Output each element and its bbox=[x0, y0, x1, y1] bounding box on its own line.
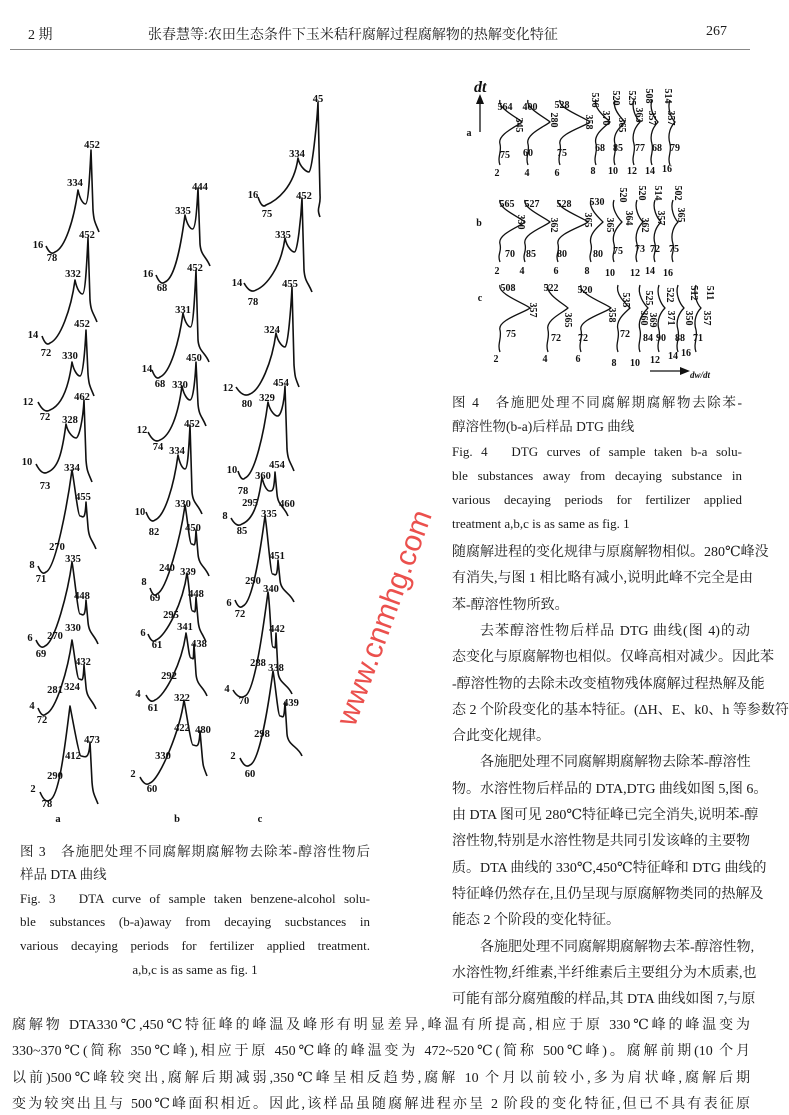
peak-label: 6 bbox=[554, 168, 560, 179]
body-line: 水溶性物,纤维素,半纤维素后主要组分为木质素,也 bbox=[452, 965, 757, 981]
fig4-caption-cn-1: 图 4 各施肥处理不同腐解期腐解物去除苯- bbox=[452, 395, 742, 410]
peak-label: 270 bbox=[49, 542, 65, 553]
peak-label: 290 bbox=[47, 771, 63, 782]
peak-label: 335 bbox=[65, 554, 81, 565]
peak-label: 444 bbox=[192, 182, 208, 193]
peak-label: 8 bbox=[141, 577, 147, 588]
peak-label: 2 bbox=[30, 784, 36, 795]
dtg-curve-a-period-10 bbox=[614, 100, 625, 165]
body-line: 去苯醇溶性物后样品 DTG 曲线(图 4)的动 bbox=[480, 623, 750, 639]
peak-label: 362 bbox=[639, 217, 650, 233]
peak-label: 334 bbox=[67, 178, 83, 189]
peak-label: 61 bbox=[151, 640, 163, 651]
peak-label: 452 bbox=[74, 319, 90, 330]
peak-label: 480 bbox=[195, 725, 211, 736]
peak-label: 12 bbox=[627, 166, 637, 177]
fig4-caption-en-2: ble substances away from decaying substance in bbox=[452, 468, 742, 483]
peak-label: 8 bbox=[29, 560, 35, 571]
peak-label: 79 bbox=[670, 143, 680, 154]
body-line: 溶性物,特别是水溶性物是共同引发该峰的主要物 bbox=[452, 834, 750, 850]
fig3-caption-en-4: a,b,c is as same as fig. 1 bbox=[132, 962, 258, 977]
peak-label: 70 bbox=[238, 696, 250, 707]
peak-label: 527 bbox=[524, 199, 540, 210]
peak-label: 525 bbox=[643, 290, 654, 306]
peak-label: 75 bbox=[557, 148, 567, 159]
peak-label: 371 bbox=[665, 310, 676, 326]
peak-label: 8 bbox=[222, 511, 228, 522]
peak-label: 84 bbox=[643, 333, 653, 344]
peak-label: 85 bbox=[526, 249, 536, 260]
peak-label: 78 bbox=[41, 799, 53, 810]
peak-label: 295 bbox=[242, 498, 258, 509]
peak-label: 329 bbox=[259, 393, 275, 404]
peak-label: 16 bbox=[142, 269, 154, 280]
peak-label: 6 bbox=[575, 354, 581, 365]
peak-label: 14 bbox=[27, 330, 39, 341]
peak-label: 452 bbox=[184, 419, 200, 430]
peak-label: 4 bbox=[524, 168, 530, 179]
peak-label: 331 bbox=[175, 305, 191, 316]
peak-label: 72 bbox=[234, 609, 246, 620]
peak-label: 10 bbox=[630, 358, 640, 369]
peak-label: 528 bbox=[554, 100, 570, 111]
peak-label: 60 bbox=[146, 784, 158, 795]
peak-label: 452 bbox=[187, 263, 203, 274]
peak-label: 364 bbox=[623, 210, 634, 226]
fig3-caption-en-2: ble substances (b-a)away from decaying sucbstances in bbox=[20, 914, 370, 929]
peak-label: 322 bbox=[174, 693, 190, 704]
peak-label: 508 bbox=[500, 283, 516, 294]
row-letter: b bbox=[476, 218, 482, 229]
peak-label: 45 bbox=[312, 94, 324, 105]
fig3-caption-en-3: various decaying periods for fertilizer applied treatment. bbox=[20, 938, 370, 953]
peak-label: 14 bbox=[645, 166, 655, 177]
peak-label: 330 bbox=[155, 751, 171, 762]
peak-label: 536 bbox=[589, 92, 600, 108]
peak-label: 564 bbox=[497, 102, 513, 113]
peak-label: 78 bbox=[247, 297, 259, 308]
peak-label: 4 bbox=[224, 684, 230, 695]
fig4-caption-cn-2: 醇溶性物(b-a)后样品 DTG 曲线 bbox=[452, 419, 635, 434]
peak-label: 80 bbox=[557, 249, 567, 260]
peak-label: 6 bbox=[140, 628, 146, 639]
body-line: 各施肥处理不同腐解期腐解物去除苯-醇溶性 bbox=[480, 755, 751, 771]
running-title: 张春慧等:农田生态条件下玉米秸秆腐解过程腐解物的热解变化特征 bbox=[148, 28, 558, 43]
peak-label: 75 bbox=[613, 246, 623, 257]
peak-label: 75 bbox=[669, 244, 679, 255]
body-line: 随腐解进程的变化规律与原腐解物相似。280℃峰没 bbox=[452, 545, 769, 560]
peak-label: 8 bbox=[584, 266, 590, 277]
body-line: -醇溶性物的去除未改变植物残体腐解过程热解及能 bbox=[452, 676, 765, 692]
peak-label: 334 bbox=[289, 149, 305, 160]
peak-label: 4 bbox=[29, 701, 35, 712]
peak-label: 520 bbox=[577, 285, 593, 296]
fig3-caption-cn-1: 图 3 各施肥处理不同腐解期腐解物去除苯-醇溶性物后 bbox=[20, 844, 370, 859]
peak-label: 330 bbox=[175, 499, 191, 510]
body-line: 由 DTA 图可见 280℃特征峰已完全消失,说明苯-醇 bbox=[452, 808, 759, 823]
peak-label: 2 bbox=[494, 266, 500, 277]
peak-label: 10 bbox=[21, 457, 33, 468]
peak-label: 332 bbox=[65, 269, 81, 280]
peak-label: 520 bbox=[617, 187, 628, 203]
peak-label: 520 bbox=[610, 90, 621, 106]
peak-label: 73 bbox=[635, 244, 645, 255]
peak-label: 360 bbox=[638, 310, 649, 326]
peak-label: 345 bbox=[513, 117, 524, 133]
peak-label: 72 bbox=[36, 715, 48, 726]
peak-label: 14 bbox=[141, 364, 153, 375]
fig3-caption-en-1: Fig. 3 DTA curve of sample taken benzene-alcohol solu- bbox=[20, 891, 370, 906]
row-letter: a bbox=[466, 128, 472, 139]
peak-label: 240 bbox=[159, 563, 175, 574]
peak-label: 61 bbox=[147, 703, 159, 714]
fig4-caption-en-4: treatment a,b,c is as same as fig. 1 bbox=[452, 516, 630, 531]
peak-label: 365 bbox=[616, 117, 627, 133]
peak-label: 14 bbox=[231, 278, 243, 289]
peak-label: 60 bbox=[244, 769, 256, 780]
peak-label: 455 bbox=[282, 279, 298, 290]
peak-label: 338 bbox=[268, 663, 284, 674]
peak-label: 292 bbox=[161, 671, 177, 682]
page-number: 267 bbox=[706, 24, 727, 39]
peak-label: 90 bbox=[656, 333, 666, 344]
peak-label: 450 bbox=[186, 353, 202, 364]
peak-label: 16 bbox=[663, 268, 673, 279]
peak-label: 75 bbox=[506, 329, 516, 340]
y-axis-label: dt bbox=[474, 79, 487, 96]
peak-label: 71 bbox=[693, 333, 703, 344]
peak-label: 324 bbox=[264, 325, 280, 336]
peak-label: 78 bbox=[46, 253, 58, 264]
dta-curve-c-period-2 bbox=[240, 671, 302, 766]
peak-label: 350 bbox=[683, 310, 694, 326]
peak-label: 525 bbox=[626, 90, 637, 106]
peak-label: 72 bbox=[551, 333, 561, 344]
peak-label: 362 bbox=[548, 217, 559, 233]
peak-label: 438 bbox=[191, 639, 207, 650]
peak-label: 298 bbox=[254, 729, 270, 740]
body-line: 能态 2 个阶段的变化特征。 bbox=[452, 913, 620, 929]
peak-label: 74 bbox=[152, 442, 164, 453]
peak-label: 324 bbox=[64, 682, 80, 693]
peak-label: 452 bbox=[296, 191, 312, 202]
panel-letter: b bbox=[174, 814, 180, 825]
peak-label: 530 bbox=[589, 197, 605, 208]
peak-label: 442 bbox=[269, 624, 285, 635]
peak-label: 68 bbox=[595, 143, 605, 154]
peak-label: 85 bbox=[236, 526, 248, 537]
peak-label: 511 bbox=[704, 285, 715, 301]
peak-label: 281 bbox=[47, 685, 63, 696]
body-line: 物。水溶性物后样品的 DTA,DTG 曲线如图 5,图 6。 bbox=[452, 781, 768, 797]
peak-label: 460 bbox=[279, 499, 295, 510]
peak-label: 370 bbox=[600, 110, 611, 126]
peak-label: 422 bbox=[174, 723, 190, 734]
peak-label: 535 bbox=[620, 292, 631, 308]
peak-label: 335 bbox=[261, 509, 277, 520]
panel-letter: c bbox=[257, 814, 263, 825]
peak-label: 473 bbox=[84, 735, 100, 746]
peak-label: 73 bbox=[39, 481, 51, 492]
peak-label: 357 bbox=[646, 110, 657, 126]
peak-label: 68 bbox=[154, 379, 166, 390]
peak-label: 520 bbox=[636, 185, 647, 201]
peak-label: 328 bbox=[62, 415, 78, 426]
x-axis-label: dw/dt bbox=[690, 370, 711, 380]
peak-label: 360 bbox=[255, 471, 271, 482]
peak-label: 295 bbox=[163, 610, 179, 621]
peak-label: 78 bbox=[237, 486, 249, 497]
peak-label: 451 bbox=[269, 551, 285, 562]
peak-label: 80 bbox=[241, 399, 253, 410]
x-axis-arrowhead-icon bbox=[680, 367, 690, 375]
peak-label: 2 bbox=[494, 168, 500, 179]
peak-label: 330 bbox=[65, 623, 81, 634]
peak-label: 522 bbox=[664, 287, 675, 303]
peak-label: 357 bbox=[655, 210, 666, 226]
peak-label: 412 bbox=[65, 751, 81, 762]
peak-label: 6 bbox=[27, 633, 33, 644]
peak-label: 70 bbox=[505, 249, 515, 260]
peak-label: 85 bbox=[613, 143, 623, 154]
peak-label: 71 bbox=[35, 574, 47, 585]
body-line: 各施肥处理不同腐解期腐解物去苯-醇溶性物, bbox=[480, 939, 755, 955]
peak-label: 432 bbox=[75, 657, 91, 668]
peak-label: 16 bbox=[247, 190, 259, 201]
peak-label: 12 bbox=[630, 268, 640, 279]
peak-label: 8 bbox=[611, 358, 617, 369]
peak-label: 452 bbox=[79, 230, 95, 241]
peak-label: 452 bbox=[84, 140, 100, 151]
peak-label: 357 bbox=[701, 310, 712, 326]
peak-label: 2 bbox=[130, 769, 136, 780]
dtg-curve-c-period-2 bbox=[499, 285, 530, 352]
body-line: 有消失,与图 1 相比略有减小,说明此峰不完全是由 bbox=[452, 571, 753, 587]
peak-label: 365 bbox=[562, 312, 573, 328]
peak-label: 454 bbox=[273, 378, 289, 389]
peak-label: 512 bbox=[688, 285, 699, 301]
peak-label: 358 bbox=[606, 307, 617, 323]
peak-label: 8 bbox=[590, 166, 596, 177]
watermark: www.cnmhg.com bbox=[330, 505, 439, 731]
peak-label: 335 bbox=[275, 230, 291, 241]
peak-label: 357 bbox=[665, 110, 676, 126]
peak-label: 69 bbox=[149, 593, 161, 604]
peak-label: 439 bbox=[283, 698, 299, 709]
peak-label: 339 bbox=[180, 567, 196, 578]
peak-label: 75 bbox=[500, 150, 510, 161]
body-line: 变为较突出且与 500℃峰面积相近。因此,该样品虽随腐解进程亦呈 2 阶段的变化特征,但已不具有表征原 bbox=[12, 1096, 750, 1112]
peak-label: 68 bbox=[156, 283, 168, 294]
peak-label: 2 bbox=[230, 751, 236, 762]
body-line: 质。DTA 曲线的 330℃,450℃特征峰和 DTG 曲线的 bbox=[452, 860, 767, 876]
peak-label: 77 bbox=[635, 143, 645, 154]
body-line: 苯-醇溶性物所致。 bbox=[452, 597, 569, 613]
peak-label: 80 bbox=[593, 249, 603, 260]
peak-label: 10 bbox=[605, 268, 615, 279]
peak-label: 12 bbox=[222, 383, 234, 394]
body-line: 态 2 个阶段变化的基本特征。(ΔH、E、k0、h 等参数符 bbox=[452, 702, 789, 718]
peak-label: 72 bbox=[620, 329, 630, 340]
body-line: 合此变化规律。 bbox=[452, 729, 550, 745]
peak-label: 10 bbox=[226, 465, 238, 476]
peak-label: 462 bbox=[74, 392, 90, 403]
peak-label: 60 bbox=[523, 148, 533, 159]
peak-label: 363 bbox=[633, 107, 644, 123]
peak-label: 365 bbox=[582, 212, 593, 228]
peak-label: 4 bbox=[519, 266, 525, 277]
peak-label: 448 bbox=[74, 591, 90, 602]
peak-label: 288 bbox=[250, 658, 266, 669]
peak-label: 340 bbox=[263, 584, 279, 595]
peak-label: 369 bbox=[647, 312, 658, 328]
dta-curve-a-period-4 bbox=[35, 640, 96, 715]
peak-label: 68 bbox=[652, 143, 662, 154]
peak-label: 358 bbox=[583, 114, 594, 130]
peak-label: 14 bbox=[645, 266, 655, 277]
peak-label: 365 bbox=[604, 217, 615, 233]
peak-label: 12 bbox=[136, 425, 148, 436]
row-letter: c bbox=[477, 293, 483, 304]
peak-label: 514 bbox=[662, 88, 673, 104]
peak-label: 330 bbox=[172, 380, 188, 391]
body-line: 以前)500℃峰较突出,腐解后期减弱,350℃峰呈相反趋势,腐解 10 个月以前较小,多为肩状峰,腐解后期 bbox=[12, 1070, 750, 1086]
peak-label: 400 bbox=[522, 102, 538, 113]
peak-label: 72 bbox=[40, 348, 52, 359]
peak-label: 16 bbox=[662, 164, 672, 175]
peak-label: 448 bbox=[188, 589, 204, 600]
peak-label: 72 bbox=[650, 244, 660, 255]
peak-label: 365 bbox=[675, 207, 686, 223]
peak-label: 508 bbox=[643, 88, 654, 104]
peak-label: 565 bbox=[499, 199, 515, 210]
peak-label: 16 bbox=[681, 348, 691, 359]
peak-label: 72 bbox=[39, 412, 51, 423]
body-line: 态变化与原腐解物也相似。仅峰高相对减少。因此苯 bbox=[452, 650, 774, 666]
fig4-caption-en-1: Fig. 4 DTG curves of sample taken b-a solu- bbox=[452, 444, 742, 459]
issue-number: 2 期 bbox=[28, 28, 53, 43]
peak-label: 270 bbox=[47, 631, 63, 642]
peak-label: 16 bbox=[32, 240, 44, 251]
peak-label: 12 bbox=[650, 355, 660, 366]
peak-label: 72 bbox=[578, 333, 588, 344]
peak-label: 334 bbox=[64, 463, 80, 474]
peak-label: 12 bbox=[22, 397, 34, 408]
peak-label: 454 bbox=[269, 460, 285, 471]
peak-label: 330 bbox=[62, 351, 78, 362]
peak-label: 280 bbox=[548, 112, 559, 128]
peak-label: 82 bbox=[148, 527, 160, 538]
panel-letter: a bbox=[55, 814, 61, 825]
peak-label: 2 bbox=[493, 354, 499, 365]
peak-label: 450 bbox=[185, 523, 201, 534]
peak-label: 6 bbox=[553, 266, 559, 277]
peak-label: 14 bbox=[668, 351, 678, 362]
peak-label: 350 bbox=[515, 214, 526, 230]
body-line: 可能有部分腐殖酸的样品,其 DTA 曲线如图 7,与原 bbox=[452, 992, 756, 1008]
body-line: 特征峰仍然存在,且仍呈现与原腐解物类同的热解及 bbox=[452, 886, 764, 902]
peak-label: 4 bbox=[135, 689, 141, 700]
peak-label: 75 bbox=[261, 209, 273, 220]
peak-label: 455 bbox=[75, 492, 91, 503]
peak-label: 502 bbox=[672, 185, 683, 201]
peak-label: 522 bbox=[543, 283, 559, 294]
peak-label: 290 bbox=[245, 576, 261, 587]
dta-curve-b-period-8 bbox=[150, 505, 209, 595]
figure-4-dtg-curves bbox=[0, 0, 740, 390]
peak-label: 528 bbox=[556, 199, 572, 210]
peak-label: 6 bbox=[226, 598, 232, 609]
peak-label: 10 bbox=[134, 507, 146, 518]
peak-label: 341 bbox=[177, 622, 193, 633]
peak-label: 69 bbox=[35, 649, 47, 660]
peak-label: 334 bbox=[169, 446, 185, 457]
peak-label: 357 bbox=[527, 302, 538, 318]
peak-label: 10 bbox=[608, 166, 618, 177]
peak-label: 514 bbox=[652, 185, 663, 201]
peak-label: 88 bbox=[675, 333, 685, 344]
fig3-caption-cn-2: 样品 DTA 曲线 bbox=[20, 867, 107, 882]
dta-curve-c-period-4 bbox=[233, 592, 292, 697]
body-line: 330~370℃(简称 350℃峰),相应于原 450℃峰的峰温变为 472~520℃(简称 500℃峰)。腐解前期(10 个月 bbox=[12, 1044, 750, 1060]
peak-label: 4 bbox=[542, 354, 548, 365]
body-line: 腐解物 DTA330℃,450℃特征峰的峰温及峰形有明显差异,峰温有所提高,相应于原 330℃峰的峰温变为 bbox=[12, 1018, 750, 1033]
peak-label: 335 bbox=[175, 206, 191, 217]
fig4-caption-en-3: various decaying periods for fertilizer applied bbox=[452, 492, 742, 507]
